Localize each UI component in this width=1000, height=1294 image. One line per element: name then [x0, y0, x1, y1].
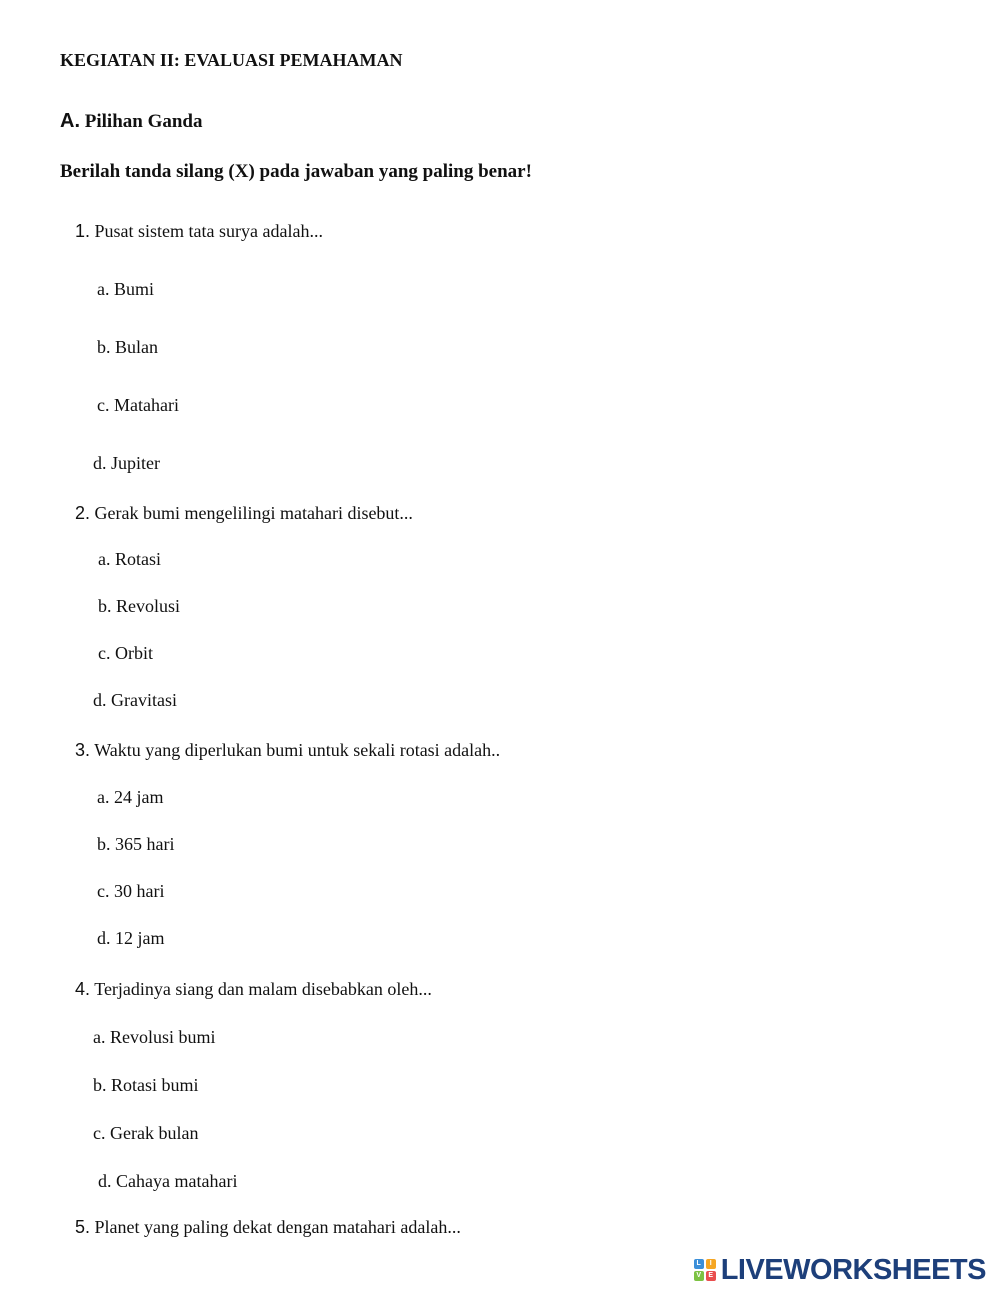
section-heading [60, 110, 203, 133]
option-1c[interactable]: c. Matahari [97, 395, 179, 415]
page-title: KEGIATAN II: EVALUASI PEMAHAMAN [60, 50, 403, 70]
question-number: 2. [75, 503, 91, 523]
instruction: Berilah tanda silang (X) pada jawaban yang paling benar! [60, 161, 532, 182]
option-4a[interactable]: a. Revolusi bumi [93, 1027, 216, 1047]
question-text: Pusat sistem tata surya adalah... [94, 221, 323, 241]
option-1d[interactable]: d. Jupiter [93, 453, 160, 473]
option-3b[interactable]: b. 365 hari [97, 834, 175, 854]
option-2d[interactable]: d. Gravitasi [93, 690, 177, 710]
section-title: Pilihan Ganda [84, 111, 203, 132]
option-4b[interactable]: b. Rotasi bumi [93, 1075, 199, 1095]
question-text: Gerak bumi mengelilingi matahari disebut... [94, 503, 413, 523]
question-4 [75, 979, 432, 1000]
question-text: Planet yang paling dekat dengan matahari adalah... [94, 1217, 461, 1237]
liveworksheets-wordmark: LIVEWORKSHEETS [720, 1253, 986, 1286]
question-text: Waktu yang diperlukan bumi untuk sekali rotasi adalah.. [94, 740, 501, 760]
question-number: 5. [75, 1217, 91, 1237]
option-1a[interactable]: a. Bumi [97, 279, 154, 299]
question-number: 1. [75, 221, 91, 241]
option-2c[interactable]: c. Orbit [98, 643, 153, 663]
liveworksheets-logo [694, 1252, 986, 1288]
logo-square-l: L [694, 1259, 704, 1269]
question-2 [75, 503, 413, 524]
logo-square-i: I [706, 1259, 716, 1269]
option-3c[interactable]: c. 30 hari [97, 881, 165, 901]
option-1b[interactable]: b. Bulan [97, 337, 158, 357]
liveworksheets-icon [694, 1259, 716, 1281]
question-number: 4. [75, 979, 91, 999]
question-text: Terjadinya siang dan malam disebabkan oleh... [94, 979, 432, 999]
question-3 [75, 740, 500, 761]
question-number: 3. [75, 740, 91, 760]
option-2b[interactable]: b. Revolusi [98, 596, 181, 616]
logo-square-v: V [694, 1271, 704, 1281]
option-3a[interactable]: a. 24 jam [97, 787, 164, 807]
section-letter: A. [60, 110, 80, 132]
option-2a[interactable]: a. Rotasi [98, 549, 161, 569]
question-1 [75, 221, 323, 242]
option-4c[interactable]: c. Gerak bulan [93, 1123, 199, 1143]
question-5 [75, 1217, 461, 1238]
option-3d[interactable]: d. 12 jam [97, 928, 165, 948]
logo-square-e: E [706, 1271, 716, 1281]
option-4d[interactable]: d. Cahaya matahari [98, 1171, 238, 1191]
